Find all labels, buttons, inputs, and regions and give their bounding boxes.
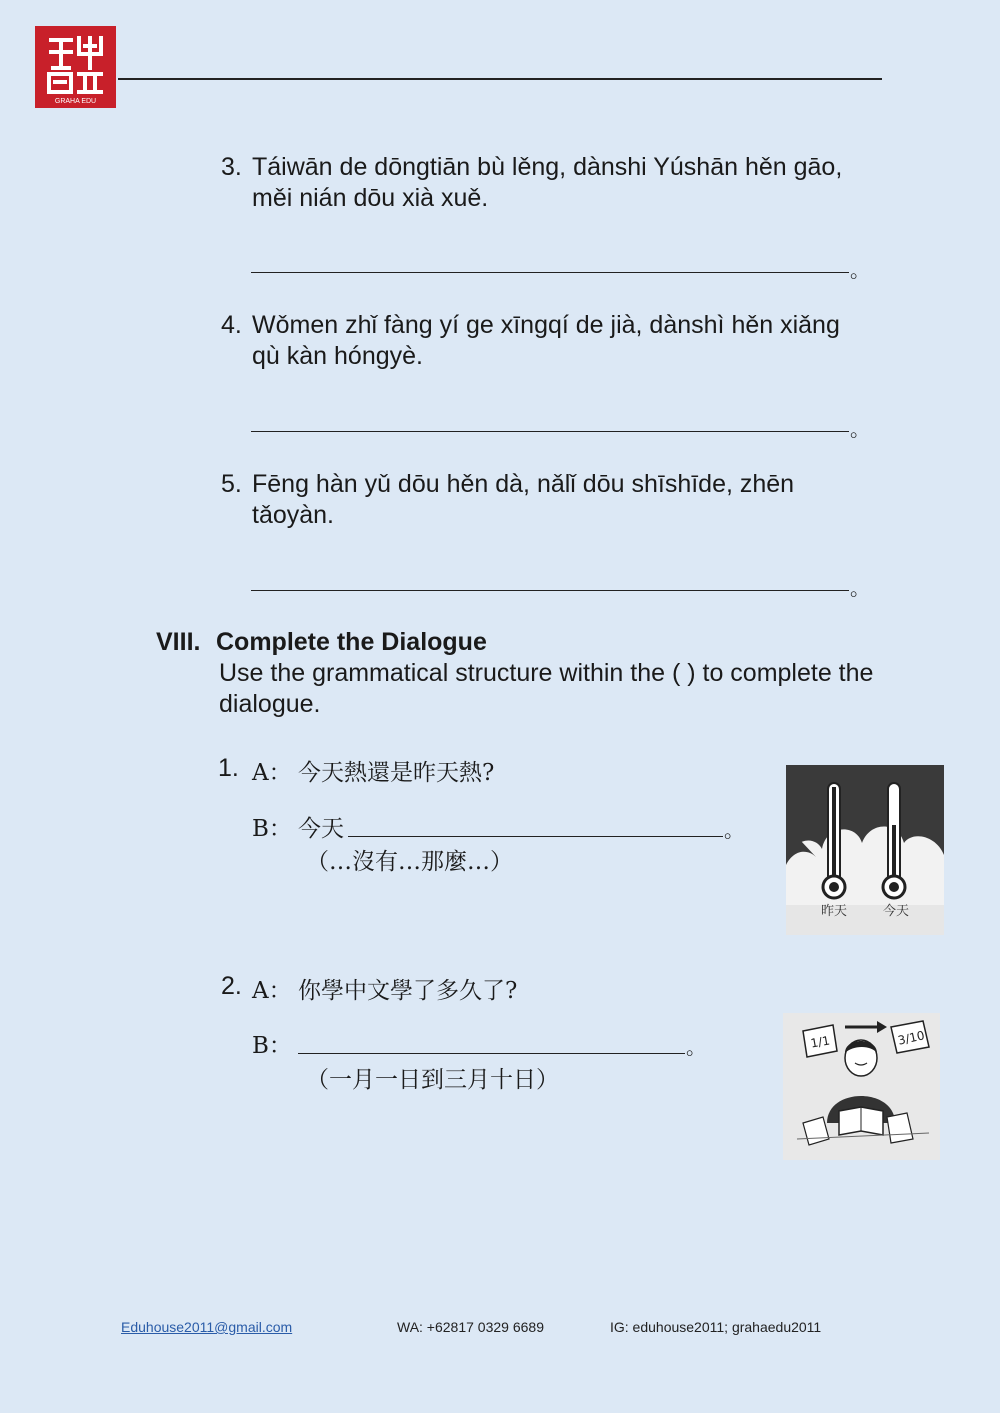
picture-label-yesterday: 昨天 — [820, 904, 848, 919]
dialogue-number: 2. — [221, 972, 242, 1000]
thermometer-picture — [786, 765, 944, 935]
period-mark: 。 — [850, 419, 870, 441]
grammar-hint: （一月一日到三月十日） — [306, 1067, 559, 1093]
student-calendar-picture — [783, 1013, 940, 1160]
question-number: 5. — [221, 470, 242, 498]
period-mark: 。 — [686, 1035, 706, 1059]
question-5 — [221, 469, 861, 531]
question-number: 3. — [221, 153, 242, 181]
answer-line-3[interactable] — [251, 272, 849, 273]
dialogue-a-label: A： — [252, 978, 292, 1004]
header-divider — [118, 78, 882, 80]
dialogue-answer-line-2[interactable] — [298, 1053, 685, 1054]
calendar-end-label: 3/10 — [896, 1028, 926, 1048]
section-heading: Complete the Dialogue — [216, 628, 487, 656]
footer-whatsapp: WA: +62817 0329 6689 — [397, 1319, 544, 1335]
book-icon — [839, 1107, 883, 1135]
question-4 — [221, 310, 861, 372]
question-text: Táiwān de dōngtiān bù lěng, dànshi Yúshān hěn gāo, měi nián dōu xià xuě. — [252, 153, 843, 212]
section-instruction: Use the grammatical structure within the ( ) to complete the dialogue. — [219, 659, 874, 718]
dialogue-answer-line-1[interactable] — [348, 836, 723, 837]
section-title — [156, 628, 487, 657]
section-number: VIII. — [156, 628, 201, 656]
calendar-start-label: 1/1 — [809, 1033, 831, 1051]
logo-seal-icon — [35, 26, 116, 108]
svg-text:GRAHA EDU: GRAHA EDU — [54, 98, 97, 105]
dialogue-a-text: 今天熱還是昨天熱? — [298, 760, 495, 786]
dialogue-number: 1. — [218, 754, 239, 782]
question-text: Wǒmen zhǐ fàng yí ge xīngqí de jià, dànshì hěn xiǎng qù kàn hóngyè. — [252, 311, 840, 370]
logo — [35, 26, 116, 108]
answer-line-4[interactable] — [251, 431, 849, 432]
dialogue-a-text: 你學中文學了多久了? — [298, 978, 518, 1004]
picture-label-today: 今天 — [882, 904, 910, 919]
answer-line-5[interactable] — [251, 590, 849, 591]
footer-instagram: IG: eduhouse2011; grahaedu2011 — [610, 1319, 822, 1335]
dialogue-b-label: B： — [252, 1033, 292, 1059]
footer-email-link[interactable]: Eduhouse2011@gmail.com — [121, 1319, 293, 1335]
period-mark: 。 — [850, 260, 870, 282]
dialogue-b-label: B： — [252, 816, 292, 842]
dialogue-b-prefix: 今天 — [298, 816, 344, 842]
question-3 — [221, 152, 861, 214]
calendar-icon — [803, 1025, 837, 1057]
period-mark: 。 — [850, 578, 870, 600]
question-number: 4. — [221, 311, 242, 339]
calendar-icon — [891, 1021, 929, 1053]
question-text: Fēng hàn yǔ dōu hěn dà, nǎlǐ dōu shīshīde, zhēn tǎoyàn. — [252, 470, 795, 529]
grammar-hint: （…沒有…那麼…） — [306, 849, 513, 875]
period-mark: 。 — [724, 818, 744, 842]
dialogue-a-label: A： — [252, 760, 292, 786]
